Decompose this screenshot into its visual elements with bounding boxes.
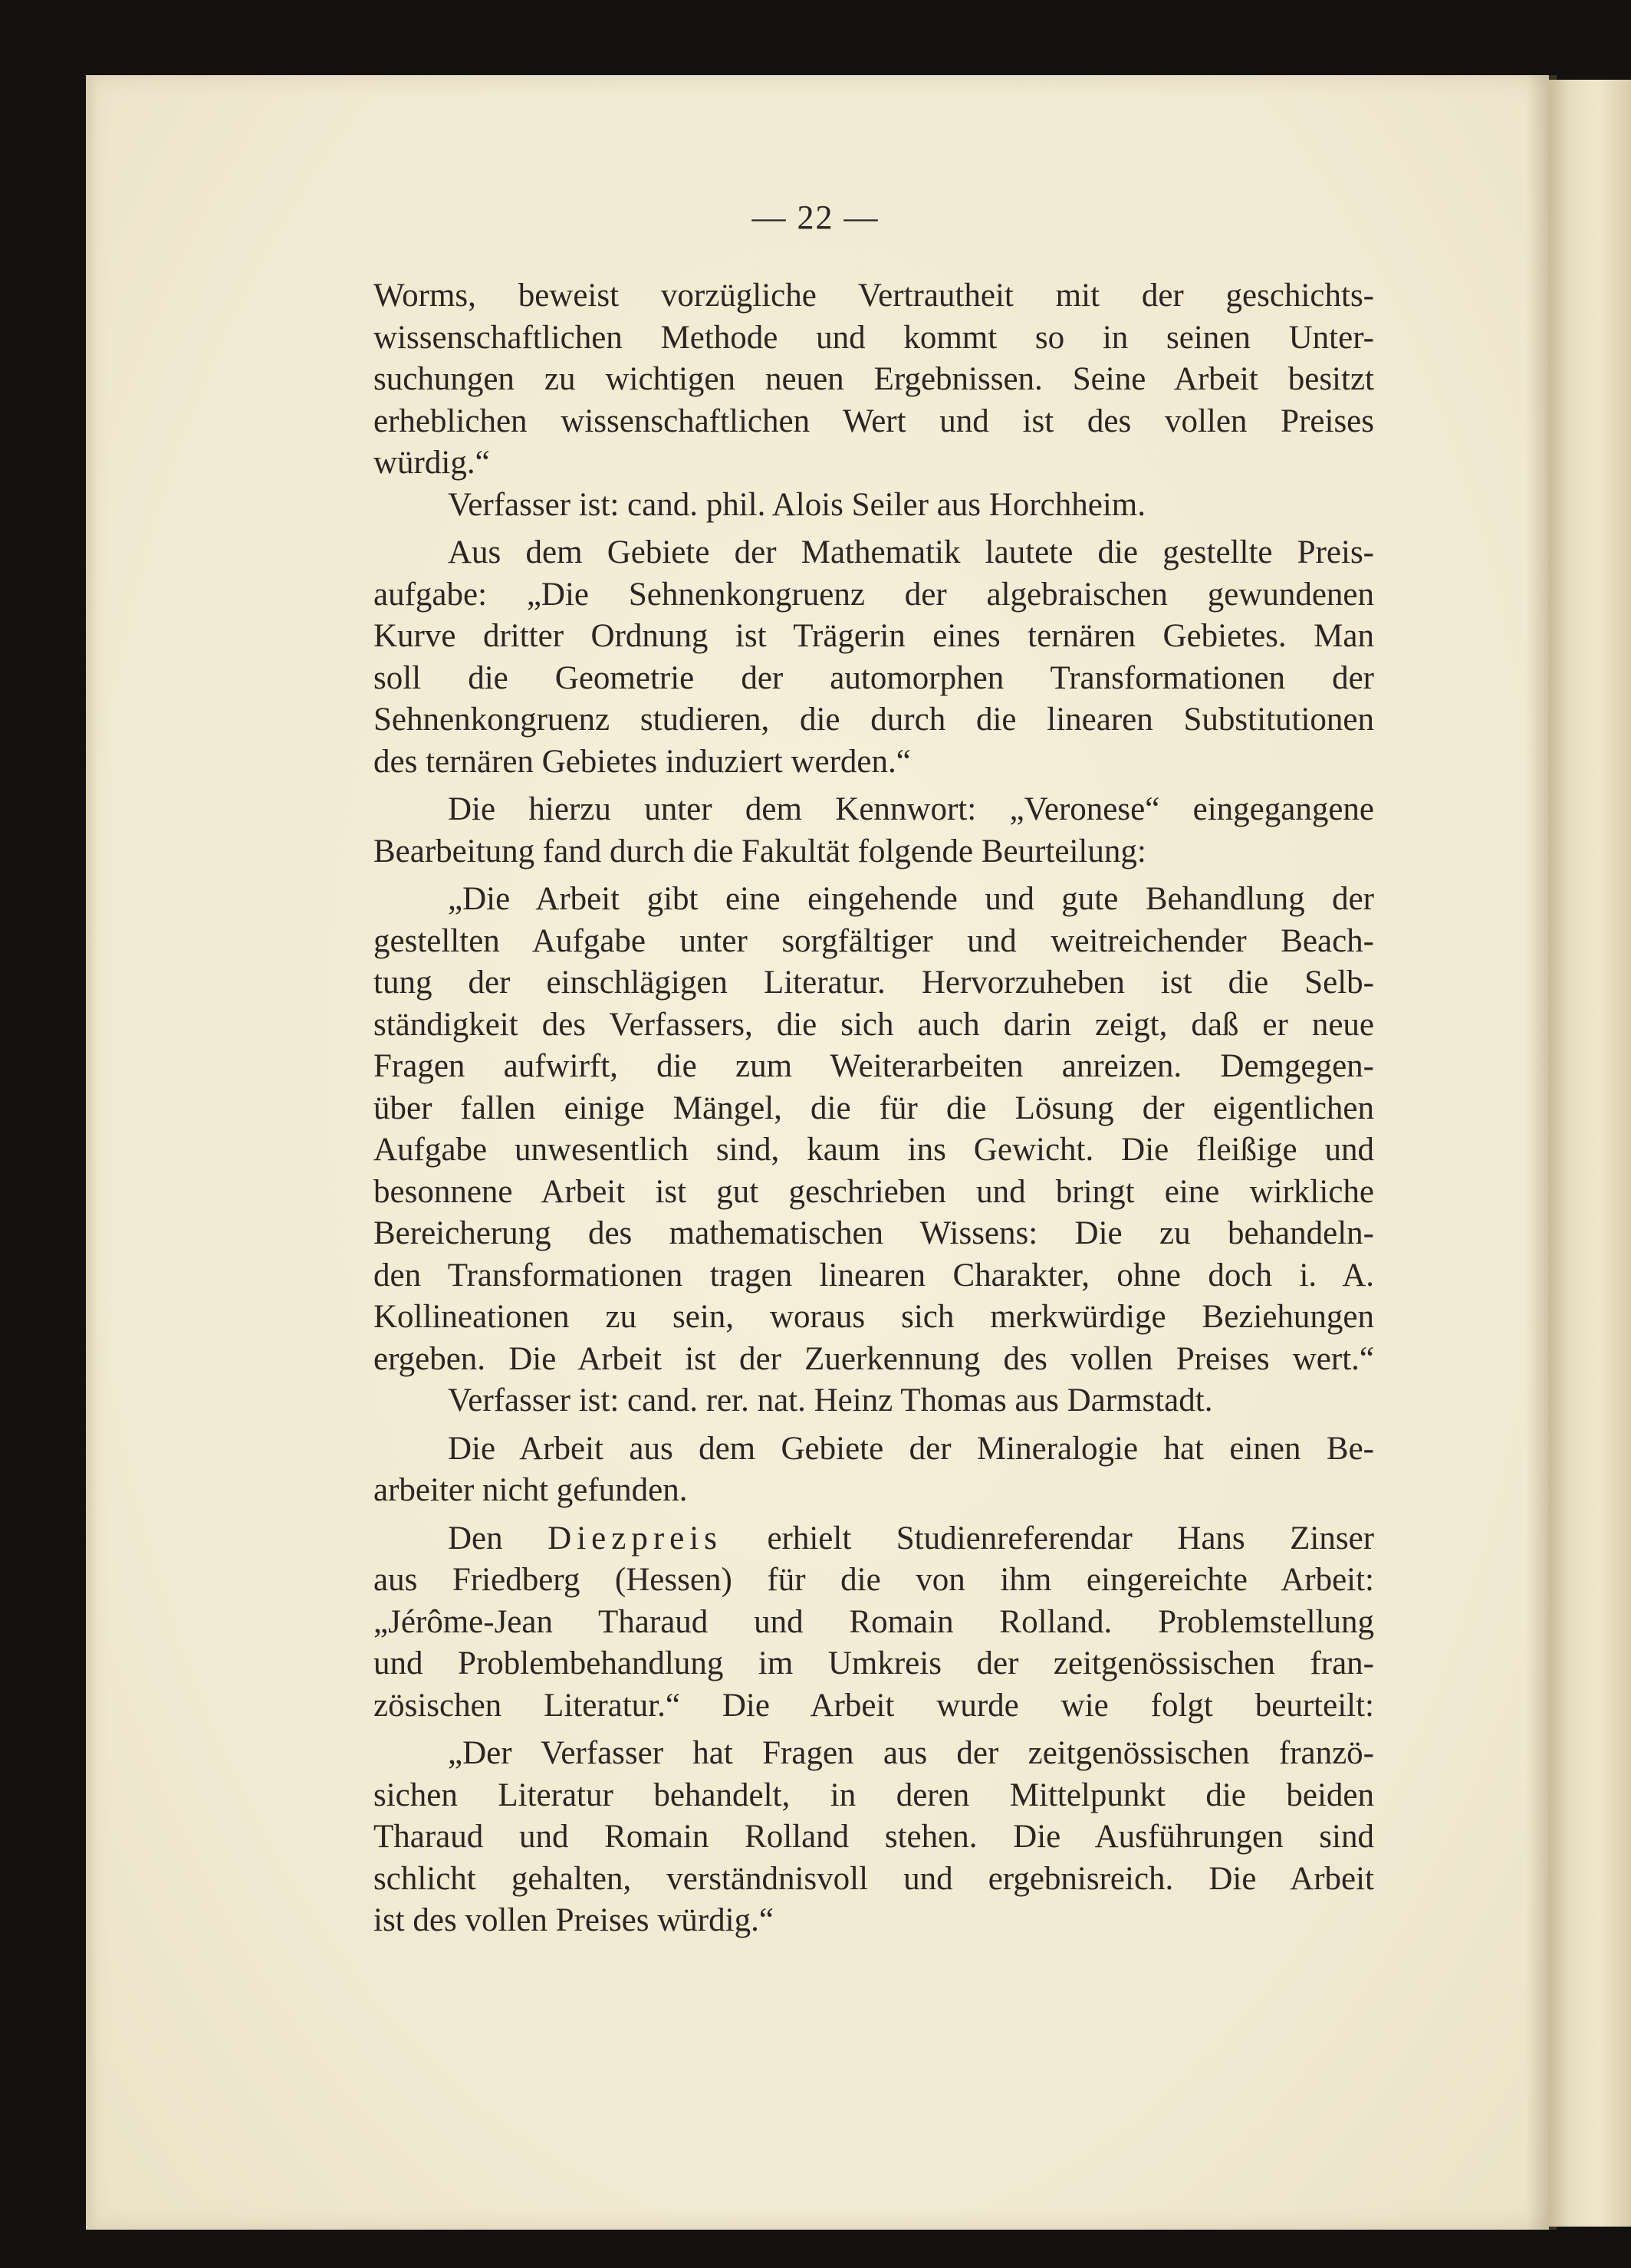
diezpreis-spaced: Diezpreis xyxy=(548,1520,722,1556)
text-line: „Jérôme-Jean Tharaud und Romain Rolland. Problemstellung xyxy=(373,1603,1374,1640)
text-word: erhielt Studienreferendar Hans Zinser xyxy=(767,1520,1374,1556)
text-line: Die Arbeit aus dem Gebiete der Mineralogie hat einen Be- xyxy=(448,1430,1374,1467)
text-line: Bearbeitung fand durch die Fakultät folgende Beurteilung: xyxy=(373,833,1146,869)
text-line: suchungen zu wichtigen neuen Ergebnissen. Seine Arbeit besitzt xyxy=(373,361,1374,397)
text-word: Den xyxy=(448,1520,503,1556)
text-line: über fallen einige Mängel, die für die Lösung der eigentlichen xyxy=(373,1090,1374,1126)
text-line: gestellten Aufgabe unter sorgfältiger und weitreichender Beach- xyxy=(373,922,1374,959)
text-line: Aus dem Gebiete der Mathematik lautete die gestellte Preis- xyxy=(448,534,1374,570)
text-line: erheblichen wissenschaftlichen Wert und ist des vollen Preises xyxy=(373,403,1374,439)
text-line: ist des vollen Preises würdig.“ xyxy=(373,1902,774,1938)
text-line: Verfasser ist: cand. rer. nat. Heinz Thomas aus Darmstadt. xyxy=(448,1382,1213,1418)
text-line: Die hierzu unter dem Kennwort: „Veronese“ eingegangene xyxy=(448,791,1374,827)
text-line: soll die Geometrie der automorphen Transformationen der xyxy=(373,659,1374,696)
text-line: aus Friedberg (Hessen) für die von ihm eingereichte Arbeit: xyxy=(373,1562,1374,1598)
text-line: Aufgabe unwesentlich sind, kaum ins Gewicht. Die fleißige und xyxy=(373,1132,1374,1168)
text-line: sichen Literatur behandelt, in deren Mittelpunkt die beiden xyxy=(373,1777,1374,1813)
text-line: zösischen Literatur.“ Die Arbeit wurde wie folgt beurteilt: xyxy=(373,1687,1374,1724)
text-line: schlicht gehalten, verständnisvoll und ergebnisreich. Die Arbeit xyxy=(373,1860,1374,1897)
text-line: Worms, beweist vorzügliche Vertrautheit mit der geschichts- xyxy=(373,278,1374,314)
text-line: ständigkeit des Verfassers, die sich auch darin zeigt, daß er neue xyxy=(373,1006,1374,1043)
text-line: würdig.“ xyxy=(373,445,490,481)
text-line: Kollineationen zu sein, woraus sich merkwürdige Beziehungen xyxy=(373,1299,1374,1335)
page-number: — 22 — xyxy=(751,199,880,236)
text-line: wissenschaftlichen Methode und kommt so in seinen Unter- xyxy=(373,319,1374,356)
text-line: aufgabe: „Die Sehnenkongruenz der algebraischen gewundenen xyxy=(373,576,1374,613)
text-line: tung der einschlägigen Literatur. Hervorzuheben ist die Selb- xyxy=(373,965,1374,1001)
text-line: den Transformationen tragen linearen Charakter, ohne doch i. A. xyxy=(373,1257,1374,1293)
text-line: „Der Verfasser hat Fragen aus der zeitgenössischen franzö- xyxy=(448,1735,1374,1771)
text-line: Verfasser ist: cand. phil. Alois Seiler aus Horchheim. xyxy=(448,486,1146,523)
body-text xyxy=(373,275,1374,1942)
text-line: Bereicherung des mathematischen Wissens: Die zu behandeln- xyxy=(373,1215,1374,1251)
page-edge xyxy=(86,75,97,2230)
next-page-edge xyxy=(1549,80,1631,2227)
text-line xyxy=(373,1518,1374,1560)
text-line: Kurve dritter Ordnung ist Trägerin eines ternären Gebietes. Man xyxy=(373,618,1374,654)
text-line: und Problembehandlung im Umkreis der zeitgenössischen fran- xyxy=(373,1645,1374,1681)
text-line: des ternären Gebietes induziert werden.“ xyxy=(373,743,911,780)
text-line: „Die Arbeit gibt eine eingehende und gute Behandlung der xyxy=(448,881,1374,917)
text-line: arbeiter nicht gefunden. xyxy=(373,1472,688,1508)
text-line: Tharaud und Romain Rolland stehen. Die Ausführungen sind xyxy=(373,1819,1374,1855)
text-line: ergeben. Die Arbeit ist der Zuerkennung des vollen Preises wert.“ xyxy=(373,1340,1374,1377)
text-line: Sehnenkongruenz studieren, die durch die linearen Substitutionen xyxy=(373,702,1374,738)
text-line: besonnene Arbeit ist gut geschrieben und bringt eine wirkliche xyxy=(373,1173,1374,1210)
text-line: Fragen aufwirft, die zum Weiterarbeiten anreizen. Demgegen- xyxy=(373,1048,1374,1084)
